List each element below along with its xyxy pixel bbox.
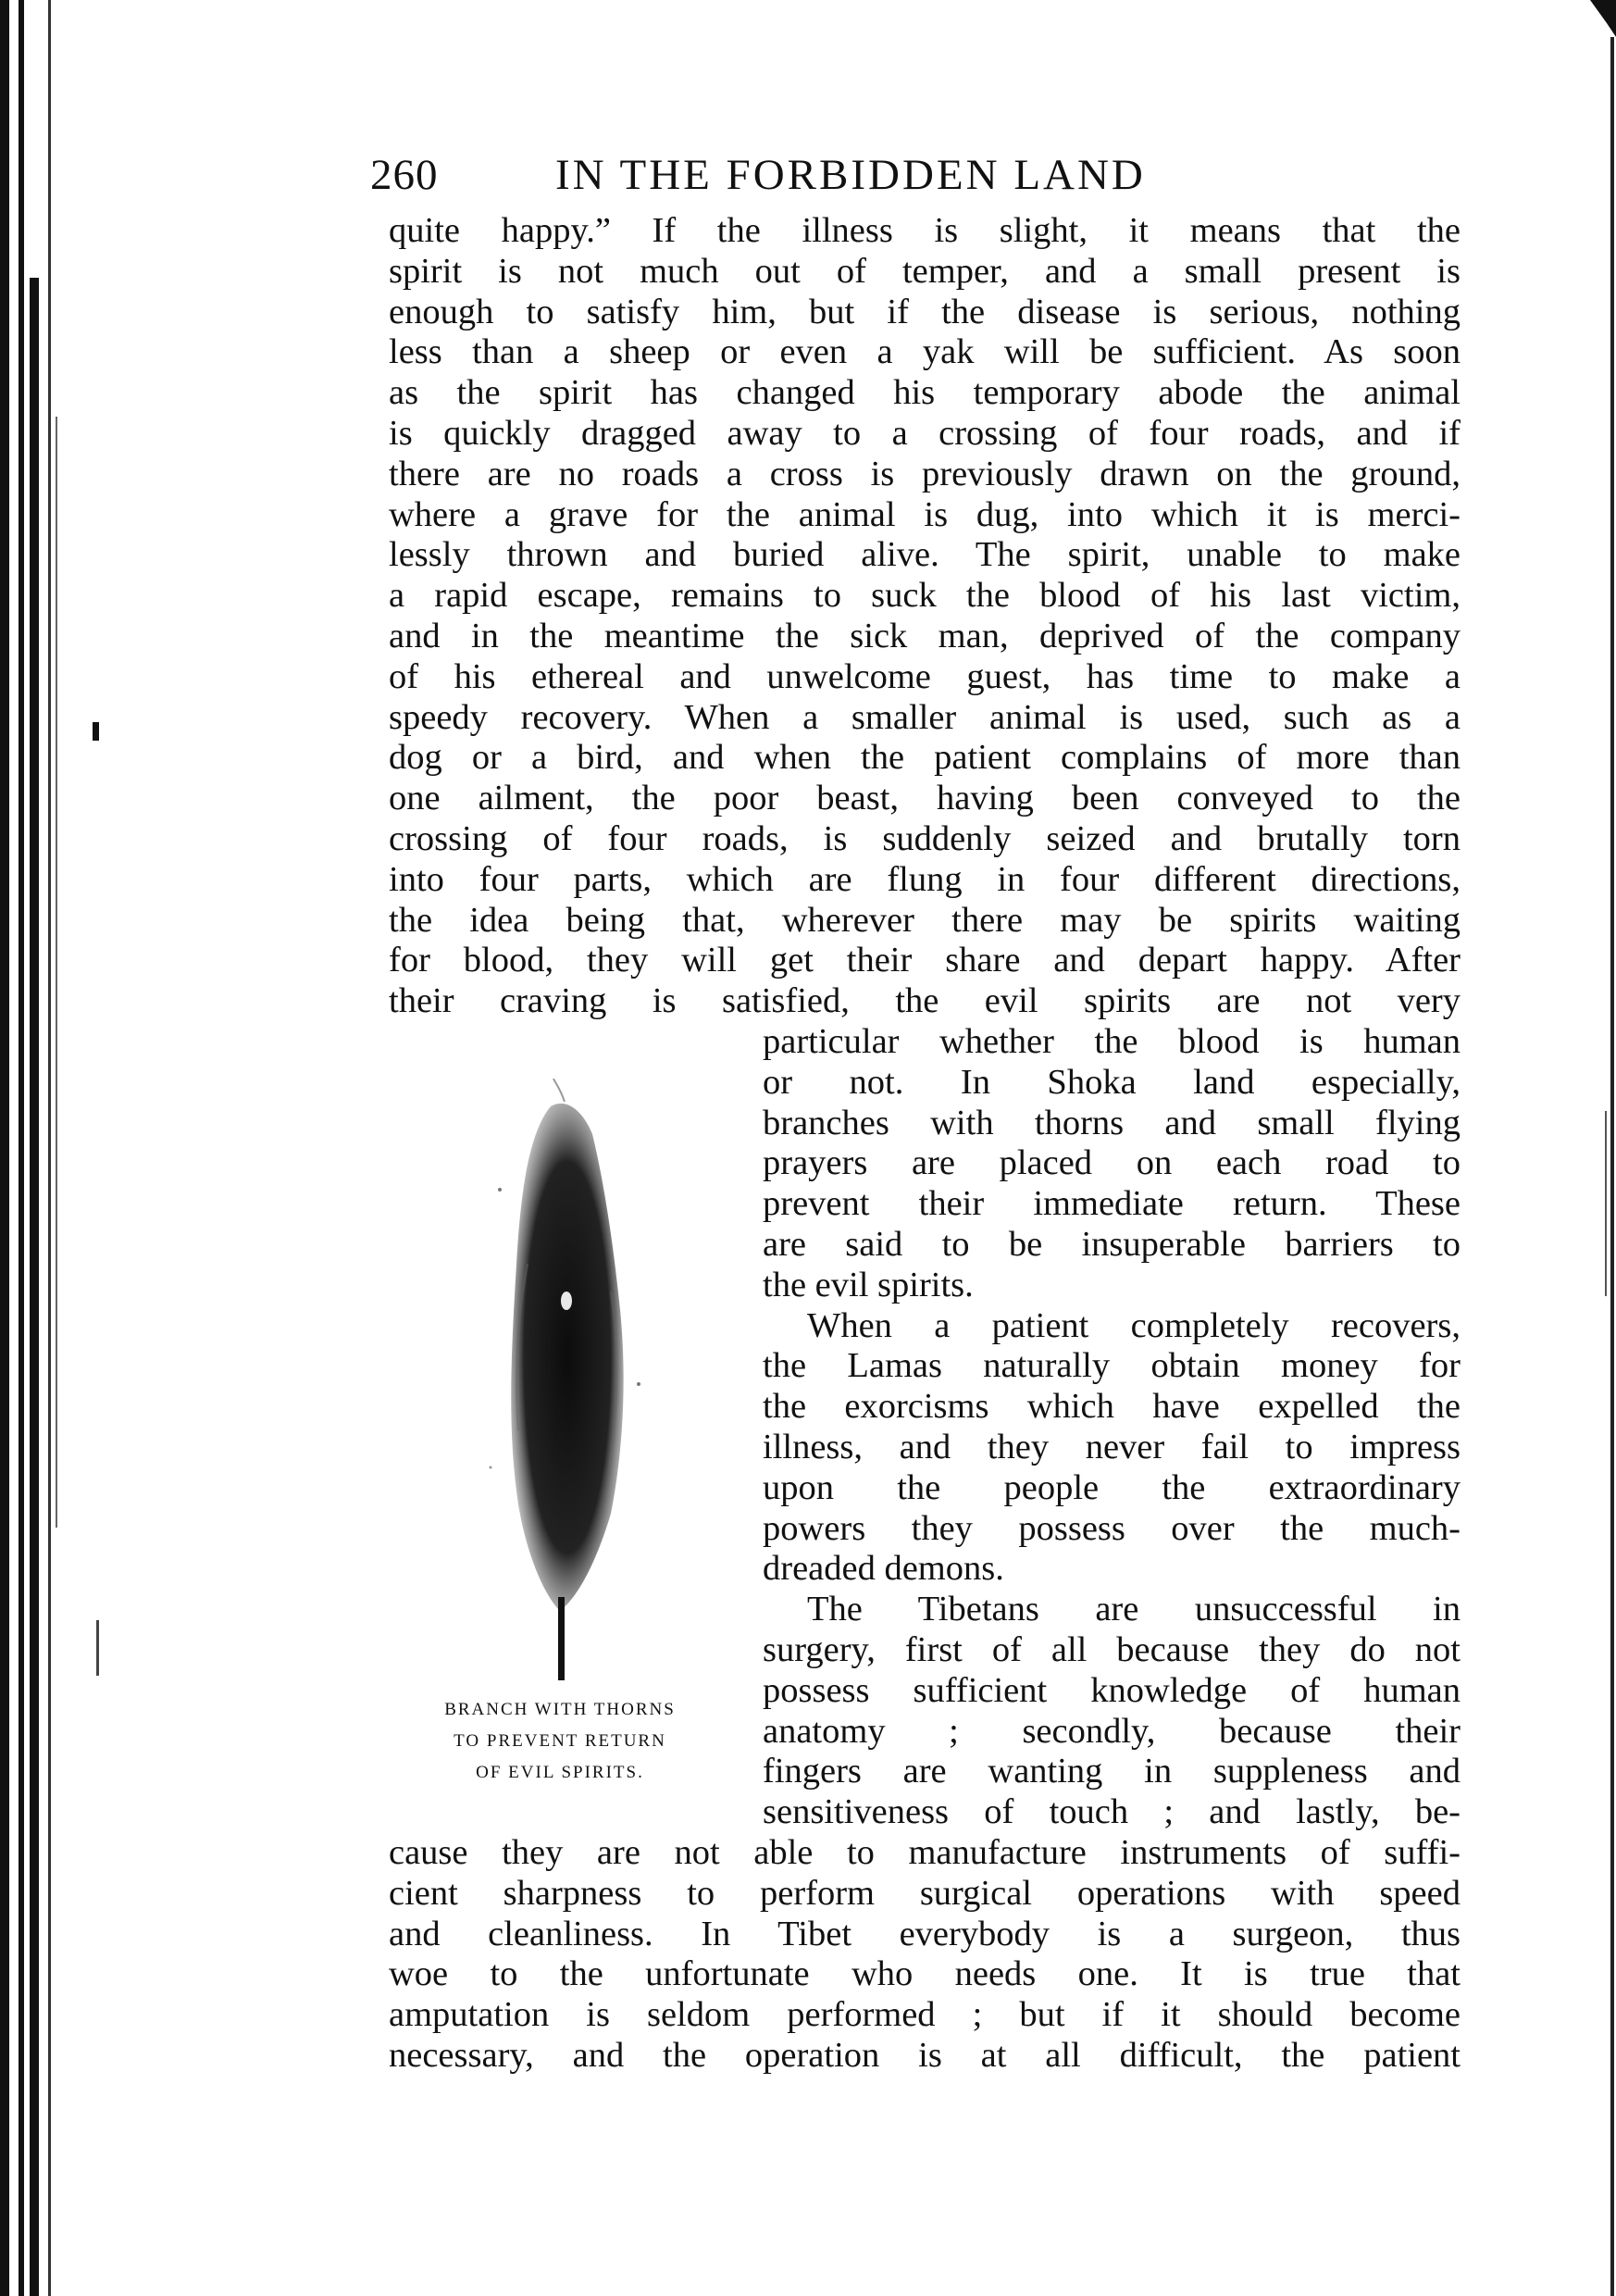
text-line: quite happy.” If the illness is slight, it means that the [389,211,1461,250]
text-line: enough to satisfy him, but if the disease is serious, nothing [389,292,1461,331]
text-line: the idea being that, wherever there may be spirits waiting [389,900,1461,940]
text-line: less than a sheep or even a yak will be sufficient. As soon [389,332,1461,372]
text-line: anatomy ; secondly, because their [763,1711,1461,1751]
text-line: the exorcisms which have expelled the [763,1387,1461,1427]
text-line: there are no roads a cross is previously drawn on the ground, [389,454,1461,493]
text-line: or not. In Shoka land especially, [763,1062,1461,1102]
text-line: spirit is not much out of temper, and a small present is [389,251,1461,291]
body-text-bottom [389,1833,1461,2077]
text-line: cient sharpness to perform surgical operations with speed [389,1873,1461,1913]
text-line: dreaded demons. [763,1549,1004,1589]
text-line: and in the meantime the sick man, deprived of the company [389,616,1461,655]
page-number: 260 [370,151,439,199]
text-line: surgery, first of all because they do not [763,1629,1461,1669]
text-line: powers they possess over the much- [763,1508,1461,1548]
text-line: the evil spirits. [763,1265,974,1304]
text-line: the Lamas naturally obtain money for [763,1346,1461,1386]
body-text-top [389,211,1461,1022]
paragraph-start: The Tibetans are unsuccessful in [807,1590,1461,1629]
running-title: IN THE FORBIDDEN LAND [555,151,1146,199]
text-line: prayers are placed on each road to [763,1143,1461,1183]
text-line: of his ethereal and unwelcome guest, has time to make a [389,656,1461,696]
caption-line: TO PREVENT RETURN [454,1731,666,1751]
text-line: is quickly dragged away to a crossing of four roads, and if [389,413,1461,453]
text-line: amputation is seldom performed ; but if it should become [389,1995,1461,2035]
text-line: a rapid escape, remains to suck the blood of his last victim, [389,576,1461,616]
thorn-branch-illustration [463,1079,685,1680]
text-line: particular whether the blood is human [763,1022,1461,1061]
caption-line: BRANCH WITH THORNS [444,1700,676,1719]
text-line: their craving is satisfied, the evil spirits are not very [389,981,1461,1021]
text-line: dog or a bird, and when the patient complains of more than [389,738,1461,778]
text-line: as the spirit has changed his temporary abode the animal [389,373,1461,413]
text-line: speedy recovery. When a smaller animal is used, such as a [389,697,1461,737]
text-line: fingers are wanting in suppleness and [763,1752,1461,1791]
text-line: one ailment, the poor beast, having been conveyed to the [389,779,1461,818]
caption-line: OF EVIL SPIRITS. [476,1763,644,1782]
text-line: necessary, and the operation is at all difficult, the patient [389,2035,1461,2075]
text-line: branches with thorns and small flying [763,1103,1461,1142]
body-text-beside-figure [763,1022,1461,1833]
text-line: illness, and they never fail to impress [763,1427,1461,1466]
page-right-edge [1570,0,1616,2296]
text-line: woe to the unfortunate who needs one. It is true that [389,1954,1461,1994]
text-line: and cleanliness. In Tibet everybody is a surgeon, thus [389,1914,1461,1953]
text-line: lessly thrown and buried alive. The spirit, unable to make [389,535,1461,575]
text-line: for blood, they will get their share and depart happy. After [389,941,1461,980]
text-line: possess sufficient knowledge of human [763,1670,1461,1710]
text-line: prevent their immediate return. These [763,1184,1461,1224]
paragraph-start: When a patient completely recovers, [807,1305,1461,1345]
text-line: cause they are not able to manufacture instruments of suffi- [389,1833,1461,1872]
text-line: are said to be insuperable barriers to [763,1224,1461,1264]
text-line: upon the people the extraordinary [763,1467,1461,1507]
text-line: sensitiveness of touch ; and lastly, be- [763,1792,1461,1832]
page-binding-edge [0,0,102,2296]
text-line: crossing of four roads, is suddenly seized and brutally torn [389,818,1461,858]
text-line: where a grave for the animal is dug, into which it is merci- [389,494,1461,534]
figure-caption [375,1694,745,1789]
text-line: into four parts, which are flung in four different directions, [389,859,1461,899]
running-header [370,150,1296,200]
